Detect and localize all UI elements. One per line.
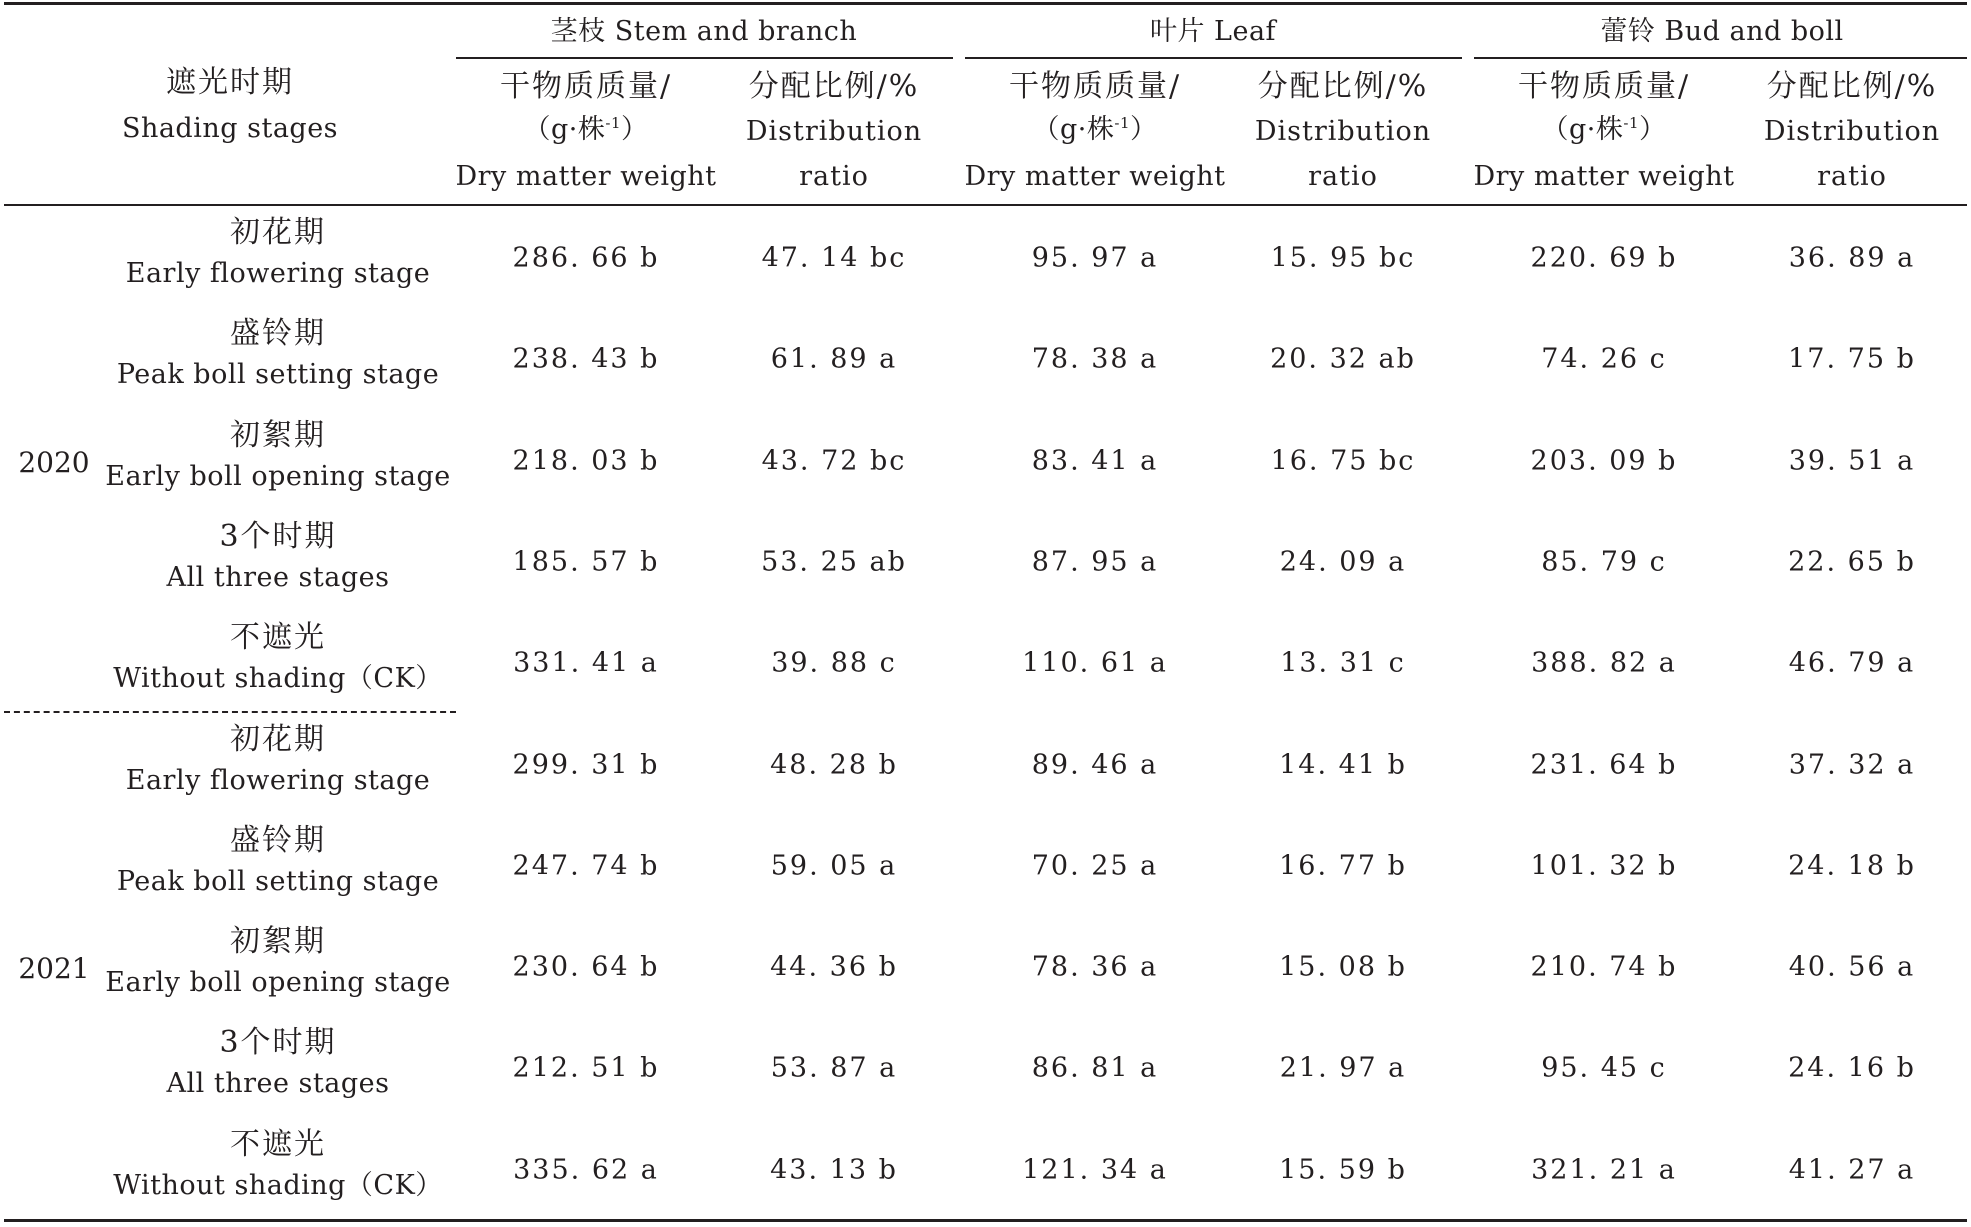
value-cell: 59. 05 a: [770, 850, 898, 882]
stage-name-en: All three stages: [166, 1068, 390, 1100]
value-cell: 37. 32 a: [1788, 749, 1916, 780]
subheader-dry-bud-unit: [1542, 116, 1667, 143]
stage-name-en: Early flowering stage: [125, 764, 431, 796]
unit-text: （g·株: [1541, 114, 1624, 145]
value-cell: 78. 36 a: [1031, 951, 1159, 983]
value-cell: 85. 79 c: [1541, 546, 1667, 578]
subheader-ratio-leaf-line1: 分配比例/%: [1257, 69, 1429, 104]
value-cell: 86. 81 a: [1031, 1052, 1159, 1084]
value-cell: 203. 09 b: [1530, 445, 1678, 477]
value-cell: 87. 95 a: [1031, 546, 1159, 578]
value-cell: 24. 16 b: [1788, 1052, 1916, 1084]
subheader-ratio-bud-line1: 分配比例/%: [1766, 69, 1938, 104]
value-cell: 238. 43 b: [512, 343, 660, 375]
value-cell: 43. 72 bc: [761, 445, 907, 477]
stage-name-cn: 盛铃期: [229, 822, 326, 858]
value-cell: 89. 46 a: [1031, 749, 1159, 780]
value-cell: 218. 03 b: [512, 445, 660, 477]
value-cell: 110. 61 a: [1022, 647, 1168, 679]
group-underline-bud: [1474, 57, 1967, 59]
subheader-dry-leaf-unit: [1033, 116, 1158, 143]
stage-cell: [105, 417, 451, 492]
subheader-ratio-bud-line2: Distribution: [1763, 116, 1941, 147]
value-cell: 16. 75 bc: [1270, 445, 1416, 477]
subheader-ratio-stem-line2: Distribution: [745, 116, 923, 147]
value-cell: 321. 21 a: [1531, 1154, 1677, 1186]
value-cell: 231. 64 b: [1530, 749, 1678, 780]
stage-cell: [166, 1025, 390, 1100]
stage-name-cn: 盛铃期: [229, 316, 326, 352]
unit-close: ）: [621, 114, 649, 145]
value-cell: 121. 34 a: [1022, 1154, 1168, 1186]
value-cell: 335. 62 a: [513, 1154, 659, 1186]
value-cell: 95. 97 a: [1031, 242, 1159, 274]
value-cell: 24. 18 b: [1788, 850, 1916, 882]
subheader-dry-leaf-line1: 干物质质量/: [1008, 69, 1182, 104]
stage-name-cn: 初花期: [230, 721, 326, 757]
value-cell: 44. 36 b: [770, 951, 898, 983]
value-cell: 61. 89 a: [770, 343, 898, 375]
subheader-dry-bud-line1: 干物质质量/: [1517, 69, 1691, 104]
subheader-dry-stem-line1: 干物质质量/: [499, 69, 673, 104]
subheader-ratio-stem-line3: ratio: [799, 161, 869, 192]
value-cell: 41. 27 a: [1788, 1154, 1916, 1186]
subheader-ratio-stem-line1: 分配比例/%: [748, 69, 920, 104]
value-cell: 286. 66 b: [512, 242, 660, 274]
value-cell: 388. 82 a: [1531, 647, 1677, 679]
subheader-dry-leaf-line3: Dry matter weight: [964, 161, 1226, 192]
stage-name-cn: 3个时期: [219, 518, 337, 554]
value-cell: 39. 88 c: [771, 647, 897, 679]
stage-name-en: Peak boll setting stage: [116, 359, 440, 391]
stage-name-en: Without shading（CK）: [113, 1169, 443, 1201]
value-cell: 101. 32 b: [1530, 850, 1678, 882]
stage-name-en: All three stages: [166, 561, 390, 593]
value-cell: 331. 41 a: [513, 647, 659, 679]
value-cell: 247. 74 b: [512, 850, 660, 882]
value-cell: 78. 38 a: [1031, 343, 1159, 375]
stage-name-cn: 初花期: [230, 215, 326, 250]
stage-cell: [113, 1126, 443, 1201]
year-label: 2021: [18, 952, 90, 986]
stage-name-cn: 3个时期: [219, 1025, 337, 1061]
value-cell: 36. 89 a: [1788, 242, 1916, 274]
value-cell: 185. 57 b: [512, 546, 660, 578]
stage-name-cn: 初絮期: [229, 924, 326, 960]
subheader-dry-stem-unit: [524, 116, 649, 143]
value-cell: 17. 75 b: [1788, 343, 1916, 375]
value-cell: 230. 64 b: [512, 951, 660, 983]
row-header-en: Shading stages: [121, 113, 339, 144]
value-cell: 13. 31 c: [1280, 647, 1406, 679]
value-cell: 220. 69 b: [1530, 242, 1678, 274]
group-underline-leaf: [965, 57, 1462, 59]
group-underline-stem: [456, 57, 953, 59]
unit-exponent: -1: [1623, 114, 1639, 132]
value-cell: 15. 08 b: [1279, 951, 1407, 983]
stage-cell: [116, 316, 440, 391]
header-rule: [4, 204, 1967, 206]
stage-name-en: Early boll opening stage: [105, 460, 451, 492]
stage-cell: [113, 620, 443, 695]
stage-name-en: Without shading（CK）: [113, 663, 443, 695]
value-cell: 299. 31 b: [512, 749, 660, 780]
value-cell: 22. 65 b: [1788, 546, 1916, 578]
value-cell: 83. 41 a: [1031, 445, 1159, 477]
stage-name-en: Early flowering stage: [125, 258, 431, 289]
value-cell: 70. 25 a: [1031, 850, 1159, 882]
value-cell: 53. 87 a: [770, 1052, 898, 1084]
unit-text: （g·株: [1032, 114, 1115, 145]
stage-cell: [125, 721, 431, 796]
row-header-cn: 遮光时期: [166, 65, 294, 100]
value-cell: 21. 97 a: [1279, 1052, 1407, 1084]
value-cell: 16. 77 b: [1279, 850, 1407, 882]
subheader-ratio-bud-line3: ratio: [1817, 161, 1887, 192]
value-cell: 212. 51 b: [512, 1052, 660, 1084]
bottom-rule: [4, 1219, 1967, 1222]
value-cell: 40. 56 a: [1788, 951, 1916, 983]
stage-cell: [166, 518, 390, 593]
stage-name-en: Peak boll setting stage: [116, 865, 440, 897]
subheader-ratio-leaf-line3: ratio: [1308, 161, 1378, 192]
year-label: 2020: [18, 445, 90, 479]
value-cell: 210. 74 b: [1530, 951, 1678, 983]
stage-name-cn: 初絮期: [229, 417, 326, 453]
stage-cell: [116, 822, 440, 897]
unit-close: ）: [1639, 114, 1667, 145]
stage-cell: [125, 215, 431, 289]
value-cell: 48. 28 b: [770, 749, 898, 780]
unit-close: ）: [1130, 114, 1158, 145]
value-cell: 95. 45 c: [1541, 1052, 1667, 1084]
group-header-stem: 茎枝 Stem and branch: [550, 16, 858, 47]
value-cell: 46. 79 a: [1788, 647, 1916, 679]
unit-exponent: -1: [1114, 114, 1130, 132]
stage-name-en: Early boll opening stage: [105, 967, 451, 999]
value-cell: 15. 95 bc: [1270, 242, 1416, 274]
value-cell: 20. 32 ab: [1270, 343, 1416, 375]
unit-exponent: -1: [605, 114, 621, 132]
unit-text: （g·株: [523, 114, 606, 145]
subheader-dry-bud-line3: Dry matter weight: [1473, 161, 1735, 192]
group-header-bud: 蕾铃 Bud and boll: [1600, 16, 1844, 47]
year-separator: [4, 711, 456, 713]
value-cell: 15. 59 b: [1279, 1154, 1407, 1186]
subheader-dry-stem-line3: Dry matter weight: [455, 161, 717, 192]
value-cell: 43. 13 b: [770, 1154, 898, 1186]
stage-name-cn: 不遮光: [230, 1126, 326, 1162]
subheader-ratio-leaf-line2: Distribution: [1254, 116, 1432, 147]
value-cell: 53. 25 ab: [761, 546, 907, 578]
stage-cell: [105, 924, 451, 999]
group-header-leaf: 叶片 Leaf: [1149, 16, 1277, 47]
top-rule: [4, 2, 1967, 5]
value-cell: 39. 51 a: [1788, 445, 1916, 477]
value-cell: 24. 09 a: [1279, 546, 1407, 578]
stage-name-cn: 不遮光: [230, 620, 326, 656]
value-cell: 74. 26 c: [1541, 343, 1667, 375]
value-cell: 47. 14 bc: [761, 242, 907, 274]
value-cell: 14. 41 b: [1279, 749, 1407, 780]
